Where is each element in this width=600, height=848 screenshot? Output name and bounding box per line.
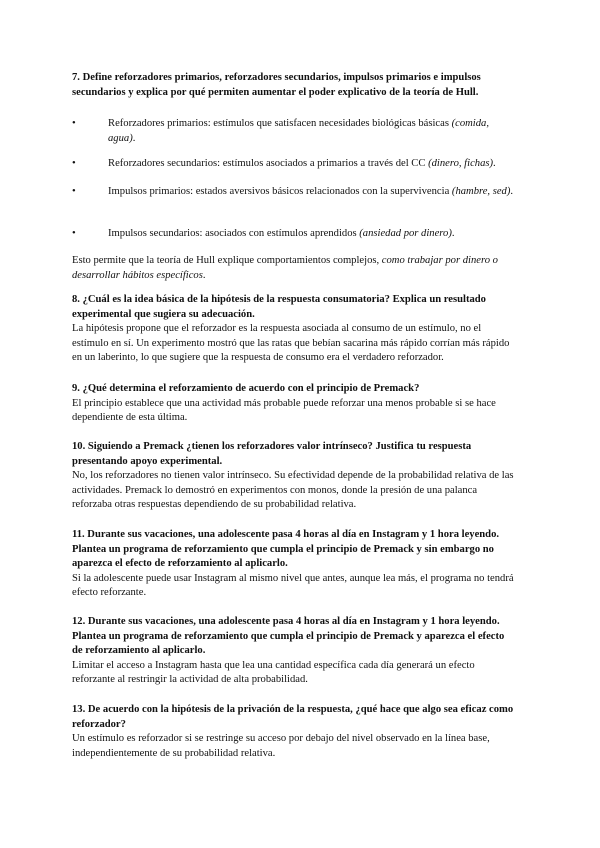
answer-text: No, los reforzadores no tienen valor intrínseco. Su efectividad depende de la probabilidad relativa de las actividades. Premack lo demostró en experimentos con monos, donde la presión de una palanca reforzaba otras respuestas dependiendo de su probabilidad relativa. bbox=[72, 470, 514, 511]
answer-text: El principio establece que una actividad más probable puede reforzar una menos probable si se hace dependiente de esta última. bbox=[72, 397, 496, 424]
question-title: 8. ¿Cuál es la idea básica de la hipótesis de la respuesta consumatoria? Explica un resultado experimental que sugiera su adecuación. bbox=[72, 294, 486, 320]
question-10 bbox=[72, 440, 517, 513]
question-12 bbox=[72, 615, 517, 688]
bullet-marker: • bbox=[72, 118, 76, 129]
answer-text: Si la adolescente puede usar Instagram al mismo nivel que antes, aunque lea más, el programa no tendrá efecto reforzante. bbox=[72, 572, 514, 599]
bullet-text: Impulsos secundarios: asociados con estímulos aprendidos bbox=[108, 228, 360, 239]
question-9 bbox=[72, 382, 517, 426]
bullet-example: (hambre, sed) bbox=[451, 186, 511, 197]
bullet-example: (ansiedad por dinero) bbox=[359, 228, 452, 239]
answer-text: La hipótesis propone que el reforzador es la respuesta asociada al consumo de un estímulo, no el estímulo en sí. Un experimento mostró que las ratas que bebían sacarina más rápido corrían más rápido en un laberinto, lo que sugiere que la respuesta de consumo era el verdadero reforzador. bbox=[72, 323, 510, 364]
bullet-example: (comida, agua) bbox=[108, 118, 489, 144]
summary-text: Esto permite que la teoría de Hull explique comportamientos complejos, bbox=[72, 255, 382, 266]
question-13 bbox=[72, 703, 517, 761]
question-title: 7. Define reforzadores primarios, reforzadores secundarios, impulsos primarios e impulsos secundarios y explica por qué permiten aumentar el poder explicativo de la teoría de Hull. bbox=[72, 72, 481, 98]
answer-text: Limitar el acceso a Instagram hasta que lea una cantidad específica cada día generará un efecto reforzante al restringir la actividad de alta probabilidad. bbox=[72, 659, 475, 686]
bullet-marker: • bbox=[72, 228, 76, 239]
bullet-text: Reforzadores secundarios: estímulos asociados a primarios a través del CC bbox=[108, 158, 429, 169]
bullet-item: • Impulsos secundarios: asociados con estímulos aprendidos (ansiedad por dinero). bbox=[72, 227, 517, 242]
question-7-summary: Esto permite que la teoría de Hull explique comportamientos complejos, como trabajar por dinero o desarrollar hábitos específicos. bbox=[72, 255, 498, 281]
question-title: 13. De acuerdo con la hipótesis de la privación de la respuesta, ¿qué hace que algo sea eficaz como reforzador? bbox=[72, 704, 514, 730]
question-title: 12. Durante sus vacaciones, una adolescente pasa 4 horas al día en Instagram y 1 hora leyendo. Plantea un programa de reforzamiento que cumpla el principio de Premack y aparezca el efecto de reforzamiento al aplicarlo. bbox=[72, 616, 505, 657]
question-title: 10. Siguiendo a Premack ¿tienen los reforzadores valor intrínseco? Justifica tu respuesta presentando apoyo experimental. bbox=[72, 441, 472, 467]
bullet-text: Reforzadores primarios: estímulos que satisfacen necesidades biológicas básicas bbox=[108, 118, 452, 129]
bullet-item: • Reforzadores secundarios: estímulos asociados a primarios a través del CC (dinero, fichas). bbox=[72, 157, 517, 172]
question-title: 9. ¿Qué determina el reforzamiento de acuerdo con el principio de Premack? bbox=[72, 383, 420, 394]
question-7 bbox=[72, 71, 517, 100]
bullet-marker: • bbox=[72, 158, 76, 169]
bullet-example: (dinero, fichas) bbox=[428, 158, 494, 169]
question-8 bbox=[72, 293, 517, 366]
bullet-marker: • bbox=[72, 186, 76, 197]
question-title: 11. Durante sus vacaciones, una adolescente pasa 4 horas al día en Instagram y 1 hora leyendo. Plantea un programa de reforzamiento que cumpla el principio de Premack y sin embargo no aparezca el efecto de reforzamiento al aplicarlo. bbox=[72, 529, 500, 570]
bullet-item: • Reforzadores primarios: estímulos que satisfacen necesidades biológicas básicas (comida, agua). bbox=[72, 118, 489, 144]
question-11 bbox=[72, 528, 517, 601]
summary-example: como trabajar por dinero o desarrollar hábitos específicos bbox=[72, 255, 498, 281]
bullet-text: Impulsos primarios: estados aversivos básicos relacionados con la supervivencia bbox=[108, 186, 452, 197]
bullet-item: • Impulsos primarios: estados aversivos básicos relacionados con la supervivencia (hambre, sed). bbox=[72, 185, 517, 200]
answer-text: Un estímulo es reforzador si se restringe su acceso por debajo del nivel observado en la línea base, independientemente de su probabilidad relativa. bbox=[72, 733, 490, 759]
